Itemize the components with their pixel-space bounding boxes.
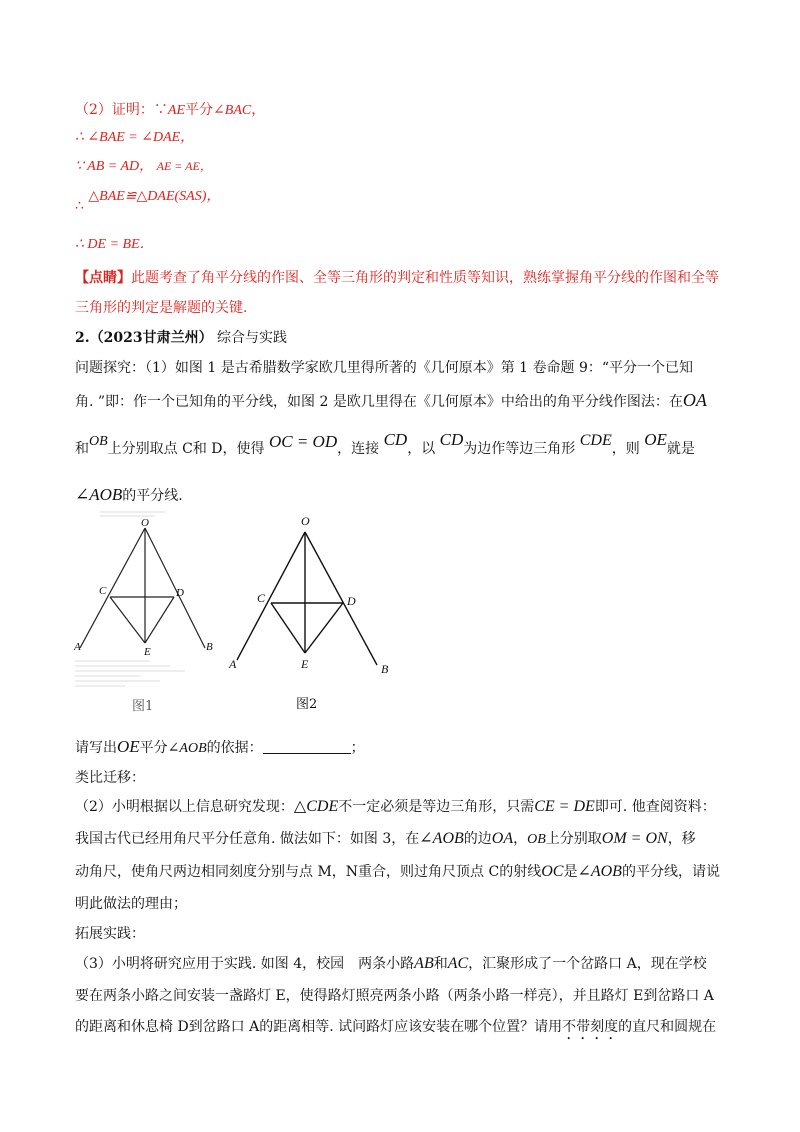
math-angle-aob: ∠AOB [75,485,123,504]
explore-text-2: 角. ”即：作一个已知角的平分线，如图 2 是欧几里得在《几何原本》中给出的角平分线作图法：在 [75,394,683,410]
math-angle-aob-2: ∠AOB [167,741,207,756]
text-then: ，则 [611,441,640,457]
label-c: C [99,585,107,597]
q2-text-3: 即可. 他查阅资料： [594,799,716,815]
proof-line-2: ∴ ∠BAE = ∠DAE， [75,130,195,145]
proof-line-4 [75,186,221,214]
q3-text-4: 的距离和休息椅 D到岔路口 A的距离相等. 试问路灯应该安装在哪个位置？请用 [75,1019,563,1035]
math-ob-2: OB [527,832,546,847]
q3-text-1: （3）小明将研究应用于实践. 如图 4，校园 两条小路 [75,956,415,972]
answer-blank[interactable] [263,739,351,754]
explore-line-3 [75,430,695,460]
problem-number: 2. [75,330,90,346]
figure-2 [225,510,405,690]
problem-source: （2023甘肃兰州） [89,330,213,346]
math-oe: OE [644,430,667,449]
q3-text-2: 和 [433,956,448,972]
comment-line-1 [75,268,719,288]
q2-line-3 [75,862,720,882]
proof-line-1 [75,100,265,121]
text-please-write: 请写出 [75,740,117,756]
proof-ab-ad: ∵ AB = AD， [75,159,154,174]
math-cd-1: CD [383,430,408,449]
congruence-statement: △BAE≌△DAE(SAS)， [88,189,221,204]
label-d: D [347,594,356,608]
label-c: C [257,591,266,605]
math-ce-de: CE = DE [534,798,595,815]
label-d: D [176,587,184,599]
label-o: O [141,517,149,529]
proof-ae-ae: AE = AE， [156,159,212,173]
punct: ， [513,831,528,847]
figure-2-diagram [225,510,405,690]
problem-header [75,328,287,348]
label-a: A [229,657,237,671]
math-triangle-cde: △CDE [293,798,339,815]
math-om-on: OM = ON [601,830,668,847]
text-is: 就是 [666,441,695,457]
text-and: 和 [75,441,89,457]
math-ac: AC [447,955,469,972]
text-bisector: 的平分线. [122,488,183,504]
explore-line-2 [75,390,707,412]
label-e: E [144,646,151,658]
text-bisects: 平分 [139,740,168,756]
q3-text-3: ，汇聚形成了一个岔路口 A，现在学校 [468,956,707,972]
q2-text-10: 的平分线，请说 [621,864,720,880]
figure-1-caption: 图1 [132,699,154,714]
q2-text-4: 我国古代已经用角尺平分任意角. 做法如下：如图 3，在 [75,831,420,847]
q2-text-5: 的边 [463,831,492,847]
proof-prefix: （2）证明：∵ [75,102,168,118]
math-angle-aob-4: ∠AOB [577,863,622,880]
q3-line-2: 要在两条小路之间安装一盏路灯 E，使得路灯照亮两条小路（两条小路一样亮），并且路灯 E到岔路口 A [75,988,714,1004]
q2-line-4: 明此做法的理由； [75,896,187,912]
math-oe-2: OE [117,737,140,756]
proof-mid: 平分 [185,102,214,118]
label-b: B [206,641,213,653]
punct: ， [251,102,266,118]
figure-1 [70,508,220,708]
label-e: E [301,657,309,671]
comment-label: 【点睛】 [75,270,131,286]
q2-text-6: 上分别取 [545,831,602,847]
emphasis-no-scale: 不带刻度 [562,1019,619,1035]
comment-text-1: 此题考查了角平分线的作图、全等三角形的判定和性质等知识，熟练掌握角平分线的作图和全等 [131,270,719,286]
q2-text-1: （2）小明根据以上信息研究发现： [75,799,294,815]
analogy-heading: 类比迁移： [75,770,145,786]
text-equilateral: 为边作等边三角形 [463,441,576,457]
q2-text-8: 动角尺，使角尺两边相同刻度分别与点 M，N重合，则过角尺顶点 C的射线 [75,864,542,880]
label-a: A [74,641,81,653]
q2-text-2: 不一定必须是等边三角形，只需 [338,799,535,815]
q3-line-1 [75,954,707,974]
figure-2-caption: 图2 [296,697,318,712]
q3-text-5: 的直尺和圆规在 [618,1019,717,1035]
explore-line-4 [75,485,183,506]
q2-line-2 [75,829,696,850]
q2-text-7: ，移 [667,831,696,847]
proof-line-3 [75,156,212,177]
math-oa-2: OA [491,830,514,847]
math-oc: OC [541,863,564,880]
problem-topic: 综合与实践 [217,330,288,346]
math-cd-2: CD [439,430,464,449]
q2-line-1 [75,797,716,817]
label-b: B [381,662,389,676]
text-take-points: 上分别取点 C和 D，使得 [107,441,265,457]
math-cde: CDE [579,432,612,449]
figure-1-diagram [70,508,220,708]
label-o: O [301,514,310,528]
math-oc-od: OC = OD [268,432,338,451]
math-angle-aob-3: ∠AOB [419,830,464,847]
extend-heading: 拓展实践： [75,926,145,942]
ask-line [75,737,365,759]
text-connect: ，连接 [337,441,380,457]
punct: ； [350,740,365,756]
math-ae: AE [167,103,186,118]
therefore-symbol: ∴ [75,198,84,214]
comment-line-2: 三角形的判定是解题的关键. [75,300,248,316]
math-oa: OA [682,390,707,410]
q3-line-3 [75,1017,716,1043]
text-with: ，以 [407,441,436,457]
q2-text-9: 是 [563,864,578,880]
math-ob: OB [89,434,108,449]
math-ab: AB [414,955,434,972]
text-basis: 的依据： [206,740,263,756]
explore-line-1: 问题探究：（1）如图 1 是古希腊数学家欧几里得所著的《几何原本》第 1 卷命题 9：“平分一个已知 [75,360,694,376]
proof-line-5: ∴ DE = BE． [75,237,154,252]
math-angle-bac: ∠BAC [213,103,252,118]
